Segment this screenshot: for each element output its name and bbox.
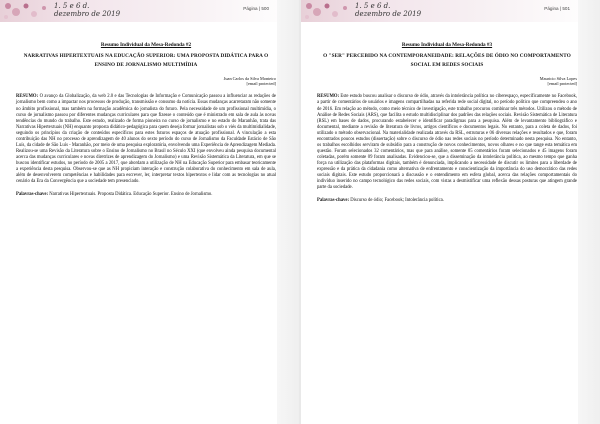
- section-heading: Resumo Individual da Mesa-Redonda #2: [100, 42, 192, 48]
- page-margin-strip: [277, 0, 299, 424]
- author-email: [email protected]: [246, 81, 276, 87]
- banner-decoration-icon: [0, 0, 50, 22]
- author-block: [317, 76, 577, 86]
- abstract-text: Este estudo buscou analisar o discurso de ódio, através da intolerância política no ciberespaço, especificamente no Facebook, a partir de comentários de usuários e imagens compartilhadas na referida rede social digital, no período político que compreendeu o ano de 2016. Em relação ao método, como meio técnico de investigação, este trabalho procurou combinar três métodos. Utilizou o método de Análise de Redes Sociais (ARS), que facilita o estudo multidisciplinar dos padrões das relações sociais. Revisão Sistemática de Literatura (RSL) em bases de dados, procurando estabelecer e identificar paradigmas para a pesquisa. Além de levantamento bibliográfico e documental, mediante a revisão de literatura de livros, artigos científicos e documentos legais. No entanto, para a coleta de dados, foi utilizado o método observacional. Na materialidade realizada através da RSL, estruturas e 06 diversas relações e resultados e que, foram encontrados poucos estudos (dissertação) sobre o discurso de ódio nas redes sociais no período determinado nesta pesquisa. No entanto, os trabalhos escolhidos serviram de subsídio para a construção de novos conhecimentos, novos olhares e no que tange esta temática em questão. Foram selecionados 32 comentários, mas que para análise, somente 05 comentários foram selecionados e 45 imagens foram coletadas, porém somente 09 foram analisadas. Evidenciou-se, que a disseminação da intolerância política, ao mesmo tempo que ganha força na utilização das plataformas digitais, também é denunciada, implicando a necessidade de discutir os limites para a liberdade de expressão e da prática da cidadania como alternativa de enfrentamento e conscientização da importância do uso democrático das redes sociais digitais. Este estudo proporcionará a discussão e o entendimento em esfera global, acerca das relações comportamentais do indivíduo inserido no campo tecnológico das redes sociais, com vistas a desmistificar uma reflexão dessas posturas que atingem grande parte da sociedade.: [317, 94, 577, 191]
- section-heading: Resumo Individual da Mesa-Redonda #3: [401, 42, 493, 48]
- event-banner: [0, 0, 299, 22]
- banner-line-2: dezembro de 2019: [54, 10, 121, 18]
- page-number: Página | 501: [544, 6, 570, 11]
- banner-line-1: 1. 5 e 6 d.: [355, 2, 391, 10]
- abstract-label: RESUMO:: [317, 94, 340, 100]
- keywords-label: Palavras-chave:: [317, 198, 350, 204]
- abstract-text: O avanço da Globalização, da web 2.0 e das Tecnologias de Informação e Comunicação passou a influenciar as redações de jornalismo bem como a impactar nos processos de produção, transmissão e consumo da notícia. Essas mudanças acarretaram não somente no âmbito profissional, mas também na formação acadêmica do jornalista do futuro. Pela necessidade de um profissional multimídia, o curso de jornalismo passou por diferentes mudanças curriculares para que fizesse o conteúdo que é ministrado em sala de aula às novas tendências do mundo do trabalho. Este estudo, realizado de forma pioneira no curso de jornalismo e no estado do Maranhão, trata das Narrativas Hipertextuais (NH) enquanto proposta didático-pedagógica para quem deseja formar jornalistas sob o viés da multimidialidade, seguindo os princípios da criação de conteúdos específicos para estes futuros espaços de atuação profissional. A vinculação a esta contribuição das NH no processo de aprendizagem de 40 alunos do sexto período do curso de Jornalismo da Faculdade Estácio de São Luís, da cidade de São Luís - Maranhão, por meio de uma pesquisa exploratória, envolvendo uma Experiência de Aprendizagem Mediada. Realizou-se uma Revisão da Literatura sobre o Ensino de Jornalismo no Brasil no Século XXI (que envolveu ainda pesquisa documental acerca das mudanças curriculares e novas diretrizes de aprendizagem do Jornalismo) e uma Revisão Sistemática da Literatura, em que se buscou identificar estudos, no período de 2005 a 2017, que abordam a utilização de NH na Educação Superior para embasar teoricamente a experiência desta pesquisa. Observou-se que as NH propiciam interação e construção colaborativa do conhecimento em sala de aula, além de desenvolverem competências e habilidades para escrever, ler, interpretar textos hipertextos e lidar com as tecnologias no atual cenário da Era da Convergência que a sociedade tem presenciado.: [16, 94, 276, 185]
- author-block: [16, 76, 276, 86]
- event-banner: [301, 0, 600, 22]
- banner-line-2: dezembro de 2019: [355, 10, 422, 18]
- author-email: [email protected]: [547, 81, 577, 87]
- banner-decoration-icon: [301, 0, 351, 22]
- banner-text: [355, 2, 421, 18]
- keywords: [16, 192, 276, 198]
- abstract-label: RESUMO:: [16, 94, 39, 100]
- right-page: [301, 0, 600, 424]
- right-content: [317, 42, 577, 204]
- keywords-label: Palavras-chave:: [16, 192, 49, 198]
- left-page: [0, 0, 299, 424]
- banner-text: [54, 2, 120, 18]
- paper-title: NARRATIVAS HIPERTEXTUAIS NA EDUCAÇÃO SUPERIOR: UMA PROPOSTA DIDÁTICA PARA O ENSINO DE JORNALISMO MULTIMÍDIA: [23, 53, 269, 68]
- author-name: Juan Carlos da Silva Monteiro: [223, 76, 276, 81]
- page-margin-strip: [578, 0, 600, 424]
- abstract: [16, 94, 276, 185]
- page-number: Página | 500: [243, 6, 269, 11]
- keywords-text: Discurso de ódio; Facebook; Intolerância política.: [350, 198, 444, 204]
- keywords: [317, 198, 577, 204]
- author-name: Mauricio Silva Lopes: [539, 76, 577, 81]
- keywords-text: Narrativas Hipertextuais. Proposta Didática. Educação Superior. Ensino de Jornalismo.: [49, 192, 213, 198]
- banner-line-1: 1. 5 e 6 d.: [54, 2, 90, 10]
- abstract: [317, 94, 577, 191]
- left-content: [16, 42, 276, 198]
- paper-title: O "SER" PERCEBIDO NA CONTEMPORANEIDADE: RELAÇÕES DE ÓDIO NO COMPORTAMENTO SOCIAL EM REDES SOCIAIS: [323, 53, 571, 68]
